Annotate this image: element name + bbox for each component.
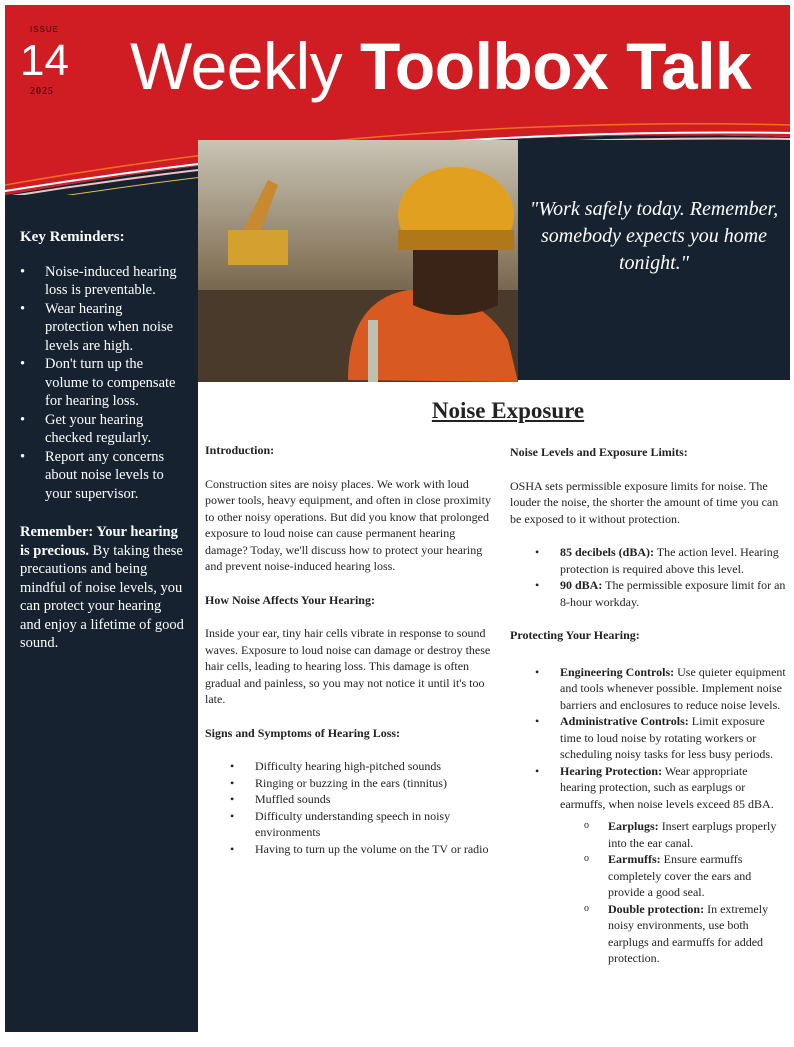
list-item: • Don't turn up the volume to compensate for hearing loss.	[20, 355, 184, 411]
list-item	[580, 851, 786, 901]
item-text: Wear appropriate hearing protection, such as earplugs or earmuffs, when noise levels exceed 85 dBA.	[560, 763, 774, 811]
remember-note	[20, 523, 184, 653]
left-column	[205, 442, 497, 874]
sidebar-heading: Key Reminders:	[20, 229, 125, 245]
list-item: • Difficulty hearing high-pitched sounds	[205, 758, 497, 775]
newsletter-title	[130, 28, 751, 104]
item-text: Ensure earmuffs completely cover the ears and provide a good seal.	[608, 852, 752, 899]
list-item	[510, 763, 786, 967]
item-text: Limit exposure time to loud noise by rotating workers or scheduling noisy tasks for less busy periods.	[560, 714, 773, 761]
list-item: • Wear hearing protection when noise levels are high.	[20, 300, 184, 356]
item-text: The action level. Hearing protection is required above this level.	[560, 545, 779, 576]
levels-text: OSHA sets permissible exposure limits for noise. The louder the noise, the shorter the amount of time you can be exposed to it without protection.	[510, 478, 779, 526]
item-bold: 90 dBA:	[560, 578, 603, 592]
section-heading: Protecting Your Hearing:	[510, 628, 640, 642]
item-bold: Administrative Controls:	[560, 714, 689, 728]
right-column	[510, 444, 786, 967]
list-item: • Report any concerns about noise levels to your supervisor.	[20, 448, 184, 504]
list-item	[510, 577, 786, 610]
protection-list	[510, 664, 786, 967]
section-heading: Introduction:	[205, 443, 275, 457]
symptoms-list	[205, 758, 497, 857]
item-text: Use quieter equipment and tools whenever possible. Implement noise barriers and enclosures to reduce noise levels.	[560, 664, 786, 712]
item-bold: Earplugs:	[608, 819, 659, 833]
item-text: In extremely noisy environments, use both earplugs and earmuffs for added protection.	[608, 901, 769, 965]
affects-text: Inside your ear, tiny hair cells vibrate in response to sound waves. Exposure to loud noise can damage or destroy these hair cells, leading to hearing loss. This damage is often gradual and painless, so you may not notice it until it's too late.	[205, 626, 491, 706]
item-bold: Engineering Controls:	[560, 664, 675, 679]
list-item	[510, 664, 786, 714]
intro-text: Construction sites are noisy places. We work with loud power tools, heavy equipment, and often in close proximity to other noisy operations. But did you know that prolonged exposure to loud noise can cause permanent hearing damage? Today, we'll discuss how to protect your hearing and prevent noise-induced hearing loss.	[205, 476, 491, 573]
item-bold: Hearing Protection:	[560, 763, 663, 778]
list-item	[580, 901, 786, 967]
worker-photo	[198, 140, 518, 382]
list-item	[510, 713, 786, 763]
list-item: • Noise-induced hearing loss is preventable.	[20, 263, 184, 300]
issue-year: 2025	[30, 86, 54, 97]
issue-label: ISSUE	[30, 25, 60, 34]
item-text: Insert earplugs properly into the ear canal.	[608, 819, 777, 850]
section-heading: Noise Levels and Exposure Limits:	[510, 445, 688, 459]
list-item: • Having to turn up the volume on the TV or radio	[205, 841, 497, 858]
title-bold: Toolbox Talk	[360, 29, 752, 103]
safety-quote: "Work safely today. Remember, somebody expects you home tonight."	[518, 140, 790, 380]
protection-sublist	[580, 818, 786, 967]
item-bold: Double protection:	[608, 901, 705, 916]
remember-bold: Remember: Your hearing is precious.	[20, 524, 178, 559]
section-heading: How Noise Affects Your Hearing:	[205, 592, 375, 607]
list-item	[580, 818, 786, 851]
section-heading: Signs and Symptoms of Hearing Loss:	[205, 725, 401, 740]
remember-text: By taking these precautions and being mindful of noise levels, you can protect your hearing and enjoy a lifetime of good sound.	[20, 542, 184, 651]
item-bold: Earmuffs:	[608, 852, 661, 866]
issue-number: 14	[20, 36, 69, 85]
item-text: The permissible exposure limit for an 8-hour workday.	[560, 578, 786, 609]
item-bold: 85 decibels (dBA):	[560, 545, 654, 559]
list-item: • Muffled sounds	[205, 791, 497, 808]
article-title: Noise Exposure	[431, 398, 585, 423]
levels-list	[510, 544, 786, 610]
list-item	[510, 544, 786, 577]
title-light: Weekly	[130, 29, 361, 103]
list-item: • Get your hearing checked regularly.	[20, 411, 184, 448]
key-reminders-sidebar	[5, 195, 198, 1032]
reminder-list	[20, 263, 184, 504]
list-item: • Difficulty understanding speech in noisy environments	[205, 808, 497, 841]
list-item: • Ringing or buzzing in the ears (tinnitus)	[205, 775, 497, 792]
